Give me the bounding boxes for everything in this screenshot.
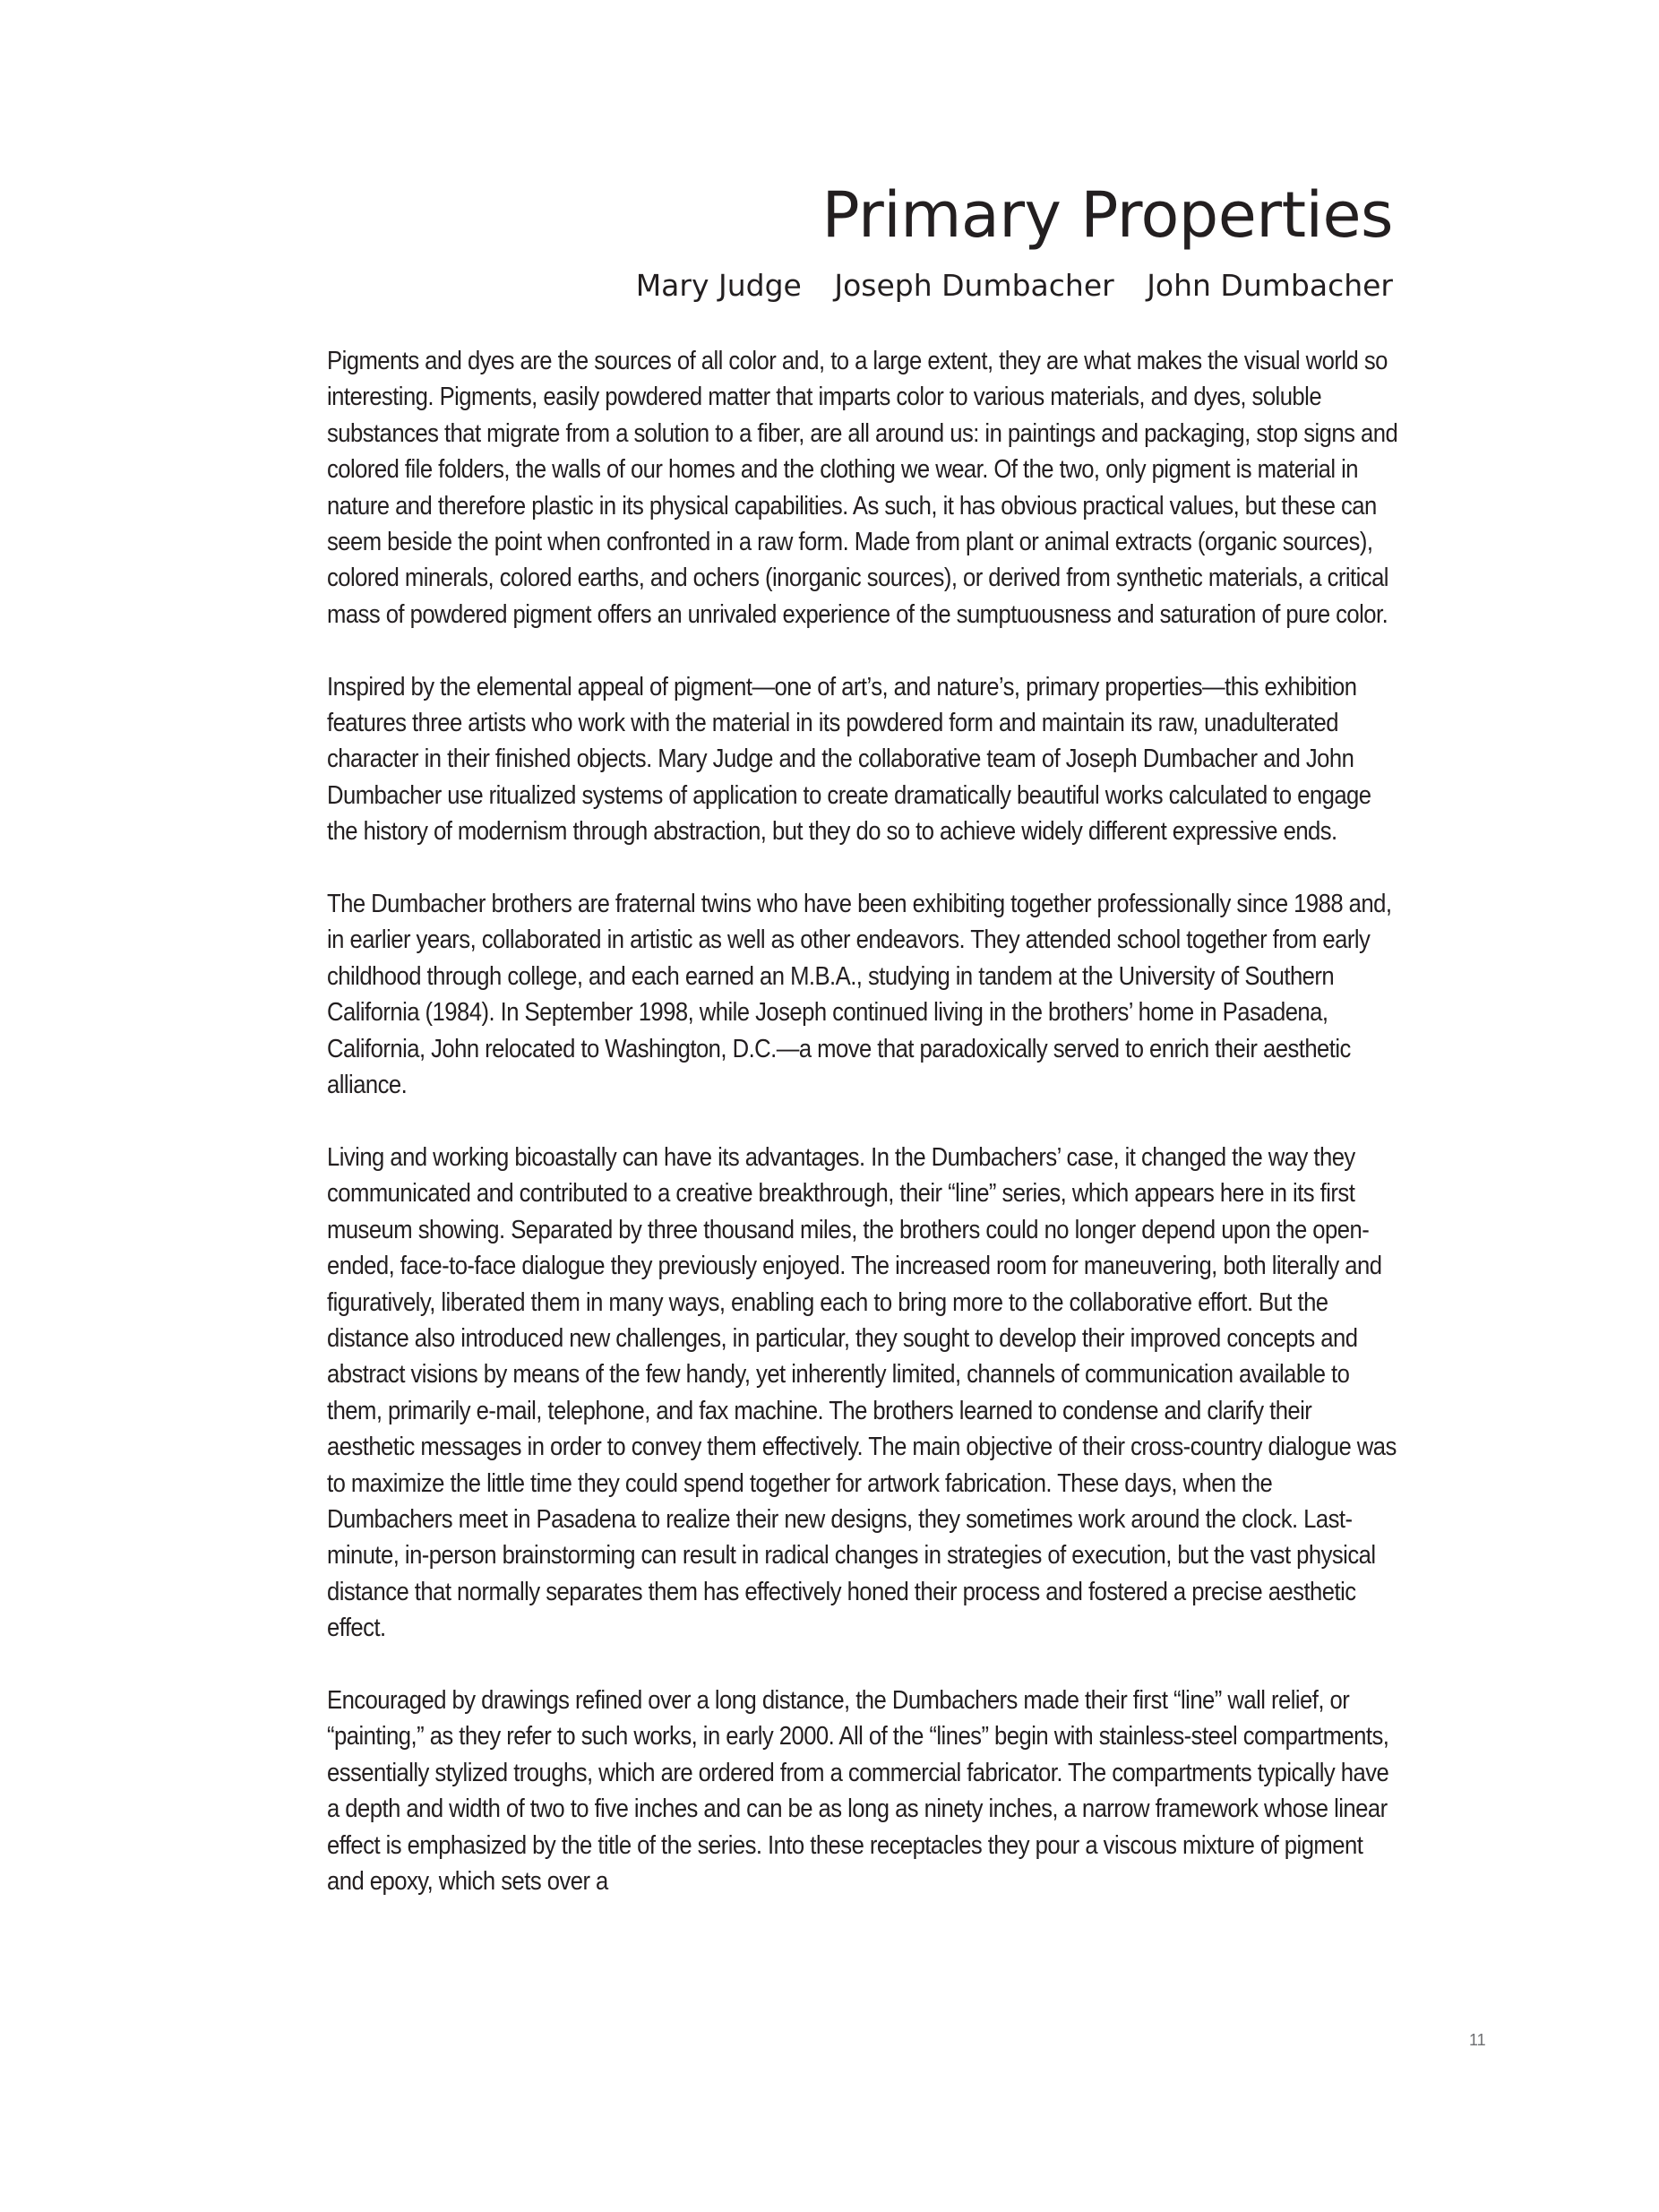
article-title: Primary Properties bbox=[821, 178, 1393, 252]
author-name: Joseph Dumbacher bbox=[834, 268, 1114, 303]
page-number: 11 bbox=[1469, 2031, 1486, 2049]
author-name: Mary Judge bbox=[635, 268, 802, 303]
article-body bbox=[327, 343, 1399, 1936]
author-list bbox=[327, 268, 1393, 304]
body-paragraph: Living and working bicoastally can have its advantages. In the Dumbachers’ case, it changed the way they communicated and contributed to a creative breakthrough, their “line” series, which appears here in its first museum showing. Separated by three thousand miles, the brothers could no longer depend upon the open-ended, face-to-face dialogue they previously enjoyed. The increased room for maneuvering, both literally and figuratively, liberated them in many ways, enabling each to bring more to the collaborative effort. But the distance also introduced new challenges, in particular, they sought to develop their improved concepts and abstract visions by means of the few handy, yet inherently limited, channels of communication available to them, primarily e-mail, telephone, and fax machine. The brothers learned to condense and clarify their aesthetic messages in order to convey them effectively. The main objective of their cross-country dialogue was to maximize the little time they could spend together for artwork fabrication. These days, when the Dumbachers meet in Pasadena to realize their new designs, they sometimes work around the clock. Last-minute, in-person brainstorming can result in radical changes in strategies of execution, but the vast physical distance that normally separates them has effectively honed their process and fostered a precise aesthetic effect. bbox=[327, 1142, 1397, 1643]
body-paragraph: Encouraged by drawings refined over a long distance, the Dumbachers made their first “line” wall relief, or “painting,” as they refer to such works, in early 2000. All of the “lines” begin with stainless-steel compartments, essentially stylized troughs, which are ordered from a commercial fabricator. The compartments typically have a depth and width of two to five inches and can be as long as ninety inches, a narrow framework whose linear effect is emphasized by the title of the series. Into these receptacles they pour a viscous mixture of pigment and epoxy, which sets over a bbox=[327, 1685, 1389, 1896]
article-header bbox=[327, 175, 1393, 304]
body-paragraph: The Dumbacher brothers are fraternal twins who have been exhibiting together professionally since 1988 and, in earlier years, collaborated in artistic as well as other endeavors. They attended school together from early childhood through college, and each earned an M.B.A., studying in tandem at the University of Southern California (1984). In September 1998, while Joseph continued living in the brothers’ home in Pasadena, California, John relocated to Washington, D.C.—a move that paradoxically served to enrich their aesthetic alliance. bbox=[327, 890, 1392, 1100]
body-paragraph: Inspired by the elemental appeal of pigment—one of art’s, and nature’s, primary properties—this exhibition features three artists who work with the material in its powdered form and maintain its raw, unadulterated character in their finished objects. Mary Judge and the collaborative team of Joseph Dumbacher and John Dumbacher use ritualized systems of application to create dramatically beautiful works calculated to engage the history of modernism through abstraction, but they do so to achieve widely different expressive ends. bbox=[327, 672, 1371, 847]
author-name: John Dumbacher bbox=[1147, 268, 1393, 303]
body-paragraph: Pigments and dyes are the sources of all color and, to a large extent, they are what makes the visual world so interesting. Pigments, easily powdered matter that imparts color to various materials, and dyes, soluble substances that migrate from a solution to a fiber, are all around us: in paintings and packaging, stop signs and colored file folders, the walls of our homes and the clothing we wear. Of the two, only pigment is material in nature and therefore plastic in its physical capabilities. As such, it has obvious practical values, but these can seem beside the point when confronted in a raw form. Made from plant or animal extracts (organic sources), colored minerals, colored earths, and ochers (inorganic sources), or derived from synthetic materials, a critical mass of powdered pigment offers an unrivaled experience of the sumptuousness and saturation of pure color. bbox=[327, 347, 1398, 629]
